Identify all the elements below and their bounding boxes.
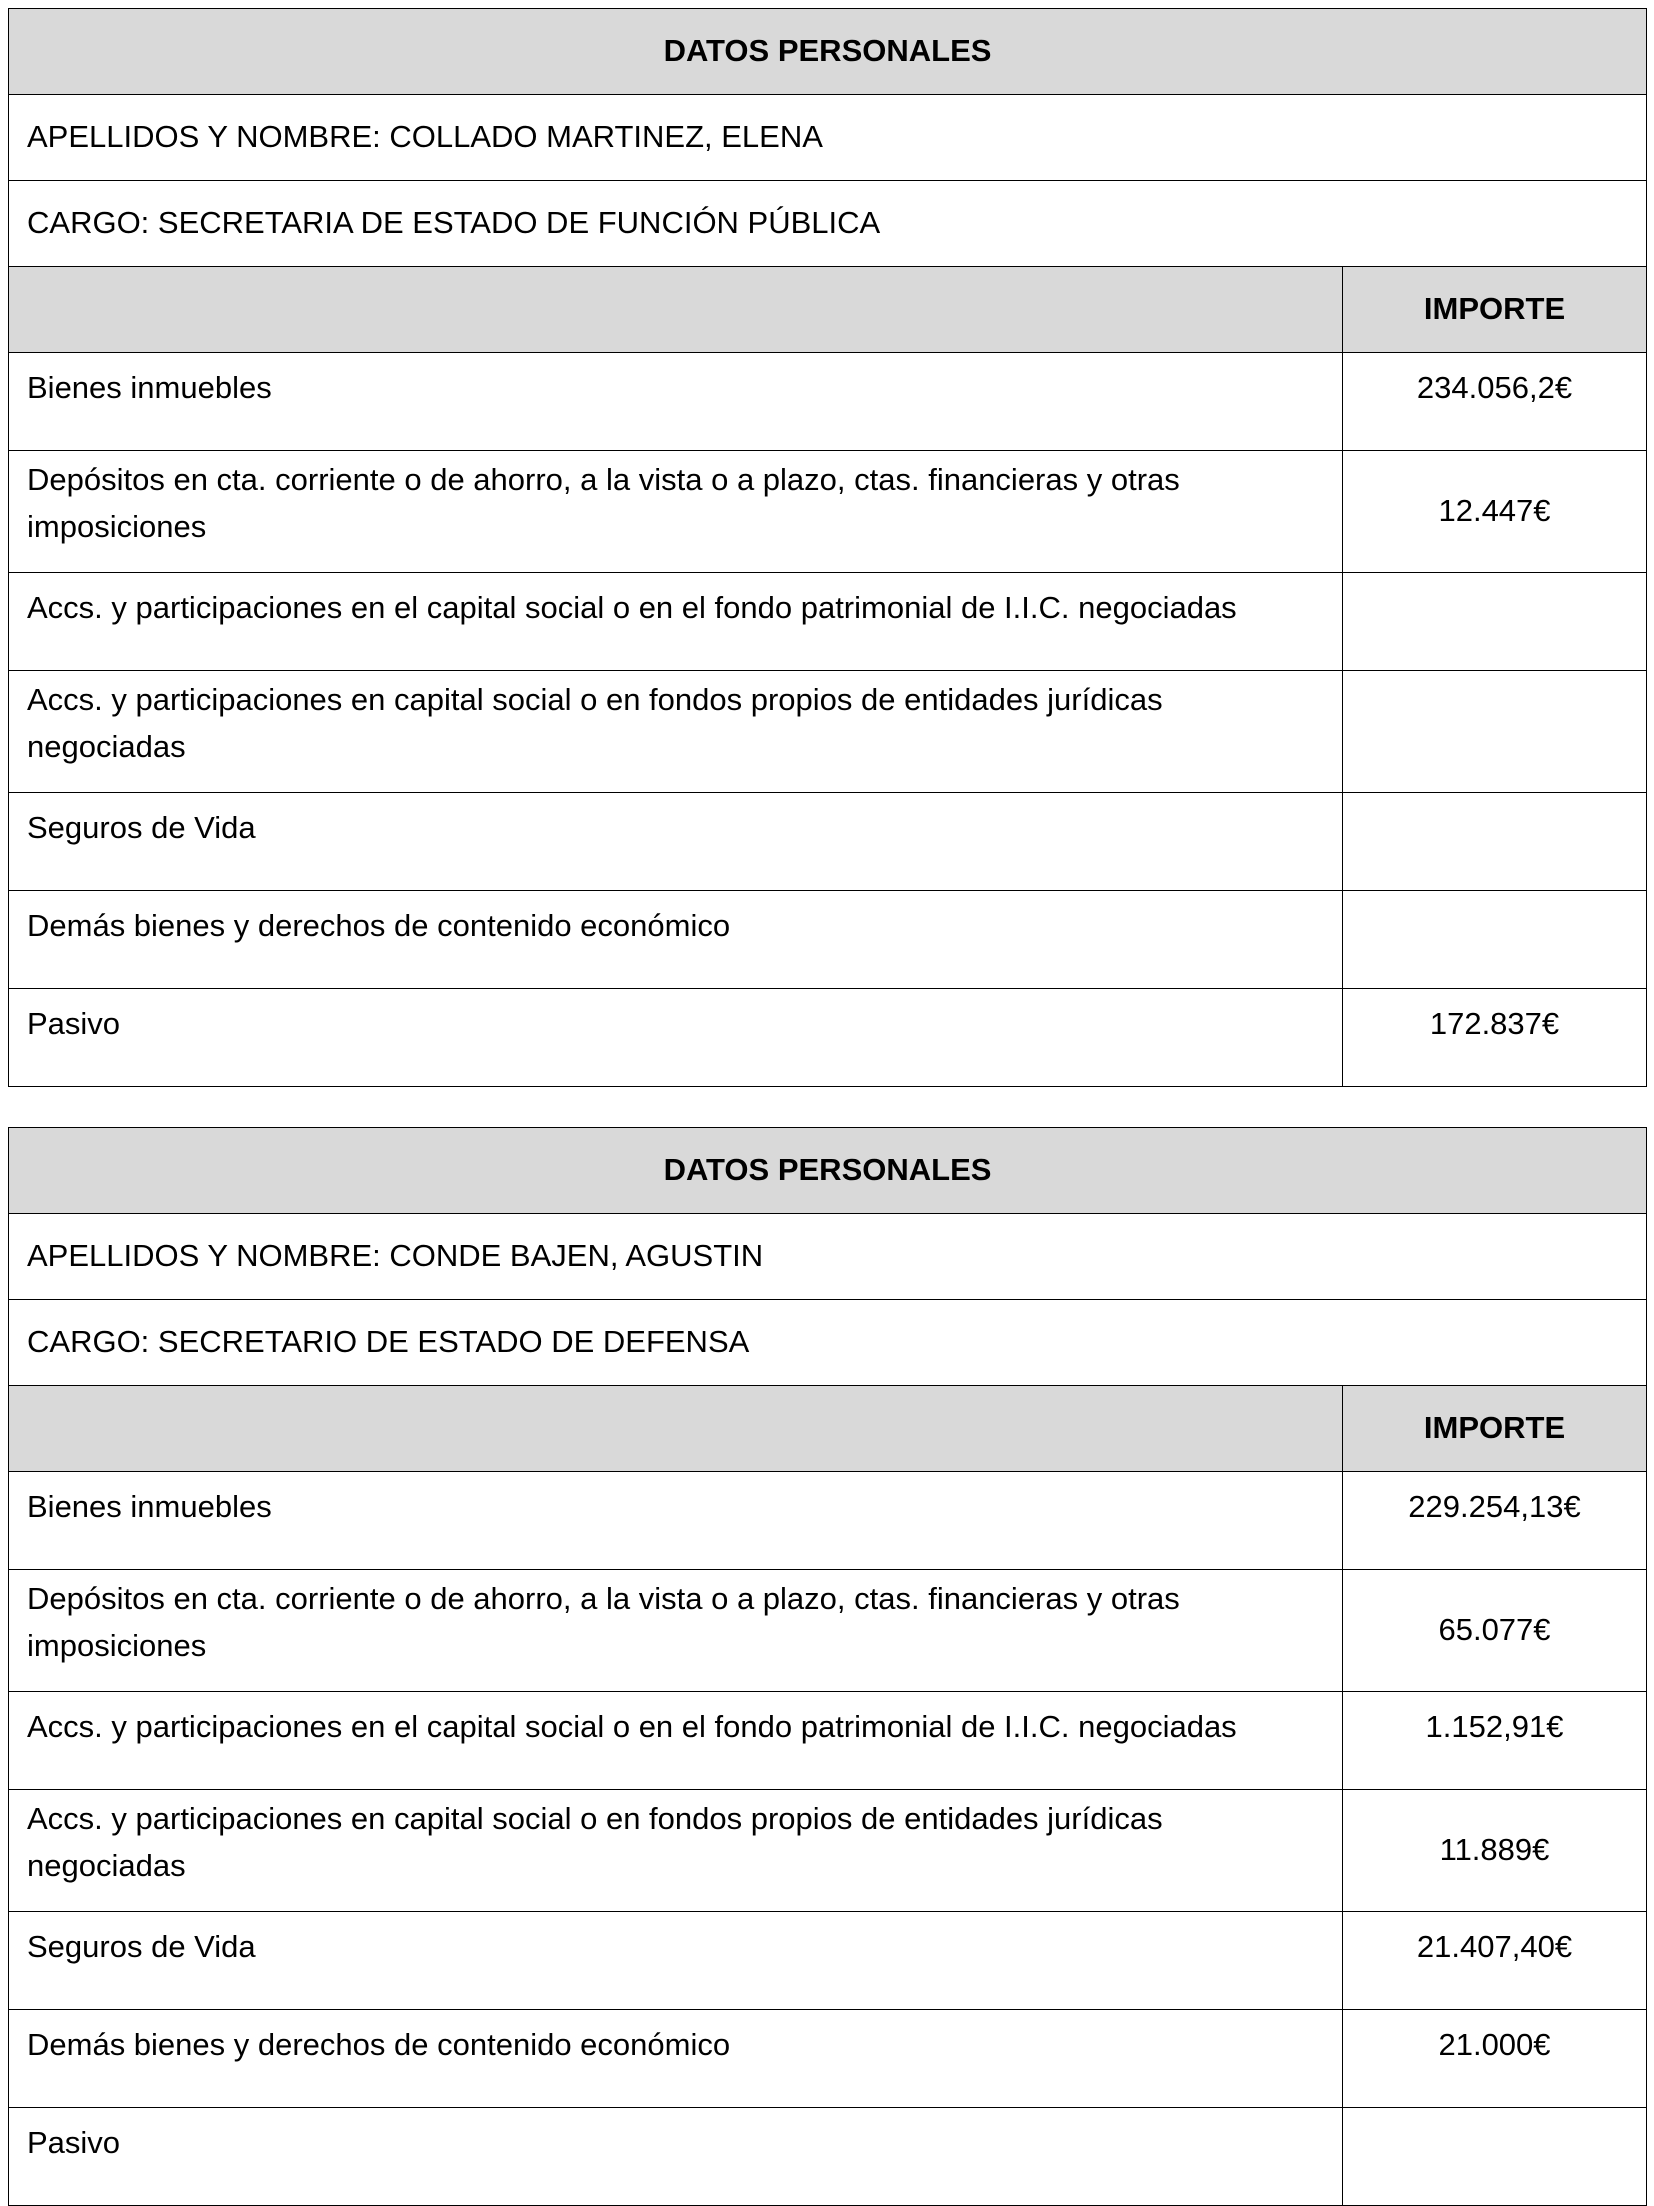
name-line: APELLIDOS Y NOMBRE: COLLADO MARTINEZ, ELENA [9,95,1647,181]
row-label: Pasivo [9,2108,1343,2206]
amount-column-header: IMPORTE [1343,267,1647,353]
table-row [9,1692,1647,1790]
table-row [9,989,1647,1087]
table-row [9,2108,1647,2206]
table-row [9,1570,1647,1692]
section-title: DATOS PERSONALES [9,1128,1647,1214]
row-label: Pasivo [9,989,1343,1087]
header-blank-cell [9,267,1343,353]
row-amount: 172.837€ [1343,989,1647,1087]
table-row [9,891,1647,989]
row-amount: 65.077€ [1343,1570,1647,1692]
row-label: Accs. y participaciones en el capital social o en el fondo patrimonial de I.I.C. negociadas [9,1692,1343,1790]
row-label: Demás bienes y derechos de contenido económico [9,2010,1343,2108]
table-row [9,2010,1647,2108]
table-row [9,451,1647,573]
row-label: Depósitos en cta. corriente o de ahorro, a la vista o a plazo, ctas. financieras y otras imposiciones [9,1570,1343,1692]
row-amount [1343,671,1647,793]
name-line: APELLIDOS Y NOMBRE: CONDE BAJEN, AGUSTIN [9,1214,1647,1300]
table-row [9,1790,1647,1912]
row-label: Demás bienes y derechos de contenido económico [9,891,1343,989]
row-amount [1343,2108,1647,2206]
row-label: Depósitos en cta. corriente o de ahorro, a la vista o a plazo, ctas. financieras y otras imposiciones [9,451,1343,573]
amount-column-header: IMPORTE [1343,1386,1647,1472]
cargo-line: CARGO: SECRETARIA DE ESTADO DE FUNCIÓN PÚBLICA [9,181,1647,267]
row-label: Accs. y participaciones en capital social o en fondos propios de entidades jurídicas negociadas [9,671,1343,793]
section-title: DATOS PERSONALES [9,9,1647,95]
row-label: Seguros de Vida [9,793,1343,891]
row-amount: 21.407,40€ [1343,1912,1647,2010]
table-row [9,1912,1647,2010]
table-row [9,353,1647,451]
row-amount: 1.152,91€ [1343,1692,1647,1790]
table-row [9,1472,1647,1570]
table-row [9,573,1647,671]
row-label: Bienes inmuebles [9,1472,1343,1570]
table-row [9,793,1647,891]
row-amount: 229.254,13€ [1343,1472,1647,1570]
asset-declaration-table [8,8,1647,1087]
asset-declaration-table [8,1127,1647,2206]
row-amount [1343,891,1647,989]
row-label: Accs. y participaciones en capital social o en fondos propios de entidades jurídicas negociadas [9,1790,1343,1912]
row-amount: 234.056,2€ [1343,353,1647,451]
row-amount: 21.000€ [1343,2010,1647,2108]
row-amount [1343,573,1647,671]
row-amount: 12.447€ [1343,451,1647,573]
row-amount: 11.889€ [1343,1790,1647,1912]
table-row [9,671,1647,793]
row-label: Accs. y participaciones en el capital social o en el fondo patrimonial de I.I.C. negociadas [9,573,1343,671]
document-page [8,8,1646,2206]
row-amount [1343,793,1647,891]
header-blank-cell [9,1386,1343,1472]
cargo-line: CARGO: SECRETARIO DE ESTADO DE DEFENSA [9,1300,1647,1386]
row-label: Seguros de Vida [9,1912,1343,2010]
row-label: Bienes inmuebles [9,353,1343,451]
